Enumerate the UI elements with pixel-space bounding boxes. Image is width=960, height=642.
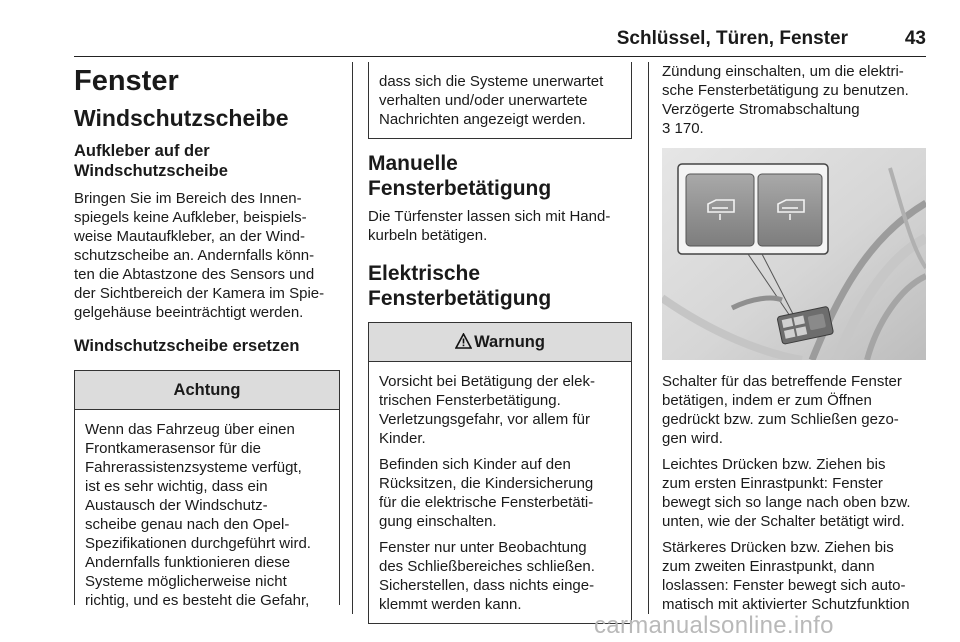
text-line: der Sichtbereich der Kamera im Spie- [74, 285, 325, 302]
text-line: gelgehäuse beeinträchtigt werden. [74, 304, 304, 321]
text-line: unten, wie der Schalter betätigt wird. [662, 513, 905, 530]
text-line: bewegt sich so lange nach oben bzw. [662, 494, 911, 511]
first-detent-paragraph [662, 455, 932, 531]
warning-body [369, 362, 631, 614]
heading-line: Elektrische [368, 262, 481, 285]
text-line: zum ersten Einrastpunkt: Fenster [662, 475, 883, 492]
chapter-title: Schlüssel, Türen, Fenster [616, 28, 848, 49]
text-line: matisch mit aktivierter Schutzfunktion [662, 596, 910, 613]
text-line: ist es sehr wichtig, dass ein [85, 478, 268, 495]
column-3-lower [662, 372, 932, 614]
column-2 [368, 62, 632, 624]
text-line: gen wird. [662, 430, 723, 447]
text-line: Stärkeres Drücken bzw. Ziehen bis [662, 539, 894, 556]
text-line: gedrückt bzw. zum Schließen gezo- [662, 411, 899, 428]
warning-paragraph [379, 455, 621, 531]
window-switch-illustration [662, 148, 926, 360]
caution-body [75, 410, 339, 610]
text-line: Andernfalls funktionieren diese [85, 554, 291, 571]
text-line: Spezifikationen durchgeführt wird. [85, 535, 311, 552]
electric-window-title [368, 261, 632, 311]
stickers-paragraph [74, 189, 340, 322]
text-line: ten die Abtastzone des Sensors und [74, 266, 315, 283]
page-header [74, 26, 926, 57]
text-line: Befinden sich Kinder auf den [379, 456, 571, 473]
text-line: dass sich die Systeme unerwartet [379, 73, 604, 90]
warning-title: Warnung [474, 333, 545, 351]
heading-line: Manuelle [368, 152, 458, 175]
heading-line: Fensterbetätigung [368, 177, 552, 200]
text-line: Frontkamerasensor für die [85, 440, 261, 457]
column-divider-1 [352, 62, 353, 614]
caution-title: Achtung [75, 371, 339, 410]
text-line: Bringen Sie im Bereich des Innen- [74, 190, 302, 207]
text-line: Vorsicht bei Betätigung der elek- [379, 373, 595, 390]
warning-box [368, 322, 632, 624]
text-line: trischen Fensterbetätigung. [379, 392, 561, 409]
text-line: Verzögerte Stromabschaltung [662, 101, 860, 118]
topic-title-line: Windschutzscheibe [74, 162, 228, 180]
text-line: Fahrerassistenzsysteme verfügt, [85, 459, 302, 476]
page-reference: 3 170. [662, 120, 704, 137]
text-line: Wenn das Fahrzeug über einen [85, 421, 295, 438]
text-line: Verletzungsgefahr, vor allem für [379, 411, 590, 428]
warning-paragraph [379, 538, 621, 614]
watermark: carmanualsonline.info [594, 612, 834, 639]
topic-title-replace: Windschutzscheibe ersetzen [74, 337, 300, 355]
subsection-title: Windschutzscheibe [74, 105, 289, 131]
manual-window-paragraph [368, 207, 632, 245]
caution-box-continued [368, 62, 632, 139]
text-line: Rücksitzen, die Kindersicherung [379, 475, 594, 492]
text-line: betätigen, indem er zum Öffnen [662, 392, 872, 409]
second-detent-paragraph [662, 538, 932, 614]
text-line: verhalten und/oder unerwartete [379, 92, 588, 109]
topic-title-stickers [74, 141, 340, 181]
text-line: klemmt werden kann. [379, 596, 522, 613]
switch-paragraph [662, 372, 932, 448]
text-line: für die elektrische Fensterbetäti- [379, 494, 594, 511]
text-line: Zündung einschalten, um die elektri- [662, 63, 904, 80]
text-line: Sicherstellen, dass nichts einge- [379, 577, 595, 594]
text-line: kurbeln betätigen. [368, 227, 488, 244]
text-line: sche Fensterbetätigung zu benutzen. [662, 82, 909, 99]
text-line: Austausch der Windschutz- [85, 497, 268, 514]
text-line: schutzscheibe an. Andernfalls könn- [74, 247, 315, 264]
text-line: zum zweiten Einrastpunkt, dann [662, 558, 875, 575]
column-1 [74, 62, 340, 609]
intro-paragraph [662, 62, 932, 138]
warning-header [369, 323, 631, 362]
text-line: weise Mautaufkleber, an der Wind- [74, 228, 305, 245]
text-line: Kinder. [379, 430, 426, 447]
caution-box [74, 370, 340, 609]
page-number: 43 [904, 28, 926, 49]
column-3 [662, 62, 932, 138]
text-line: scheibe genau nach den Opel- [85, 516, 290, 533]
text-line: Leichtes Drücken bzw. Ziehen bis [662, 456, 886, 473]
text-line: Systeme möglicherweise nicht [85, 573, 287, 590]
text-line: Schalter für das betreffende Fenster [662, 373, 902, 390]
text-line: Die Türfenster lassen sich mit Hand- [368, 208, 611, 225]
text-line: des Schließbereiches schließen. [379, 558, 595, 575]
heading-line: Fensterbetätigung [368, 287, 552, 310]
warning-triangle-icon [455, 325, 472, 363]
topic-title-line: Aufkleber auf der [74, 142, 210, 160]
window-switch-drawing [662, 148, 926, 360]
manual-window-title [368, 151, 632, 201]
text-line: Nachrichten angezeigt werden. [379, 111, 586, 128]
text-line: gung einschalten. [379, 513, 497, 530]
section-title: Fenster [74, 65, 179, 97]
text-line: loslassen: Fenster bewegt sich auto- [662, 577, 906, 594]
text-line: Fenster nur unter Beobachtung [379, 539, 587, 556]
warning-paragraph [379, 372, 621, 448]
text-line: richtig, und es besteht die Gefahr, [85, 592, 310, 609]
column-divider-2 [648, 62, 649, 614]
text-line: spiegels keine Aufkleber, beispiels- [74, 209, 307, 226]
